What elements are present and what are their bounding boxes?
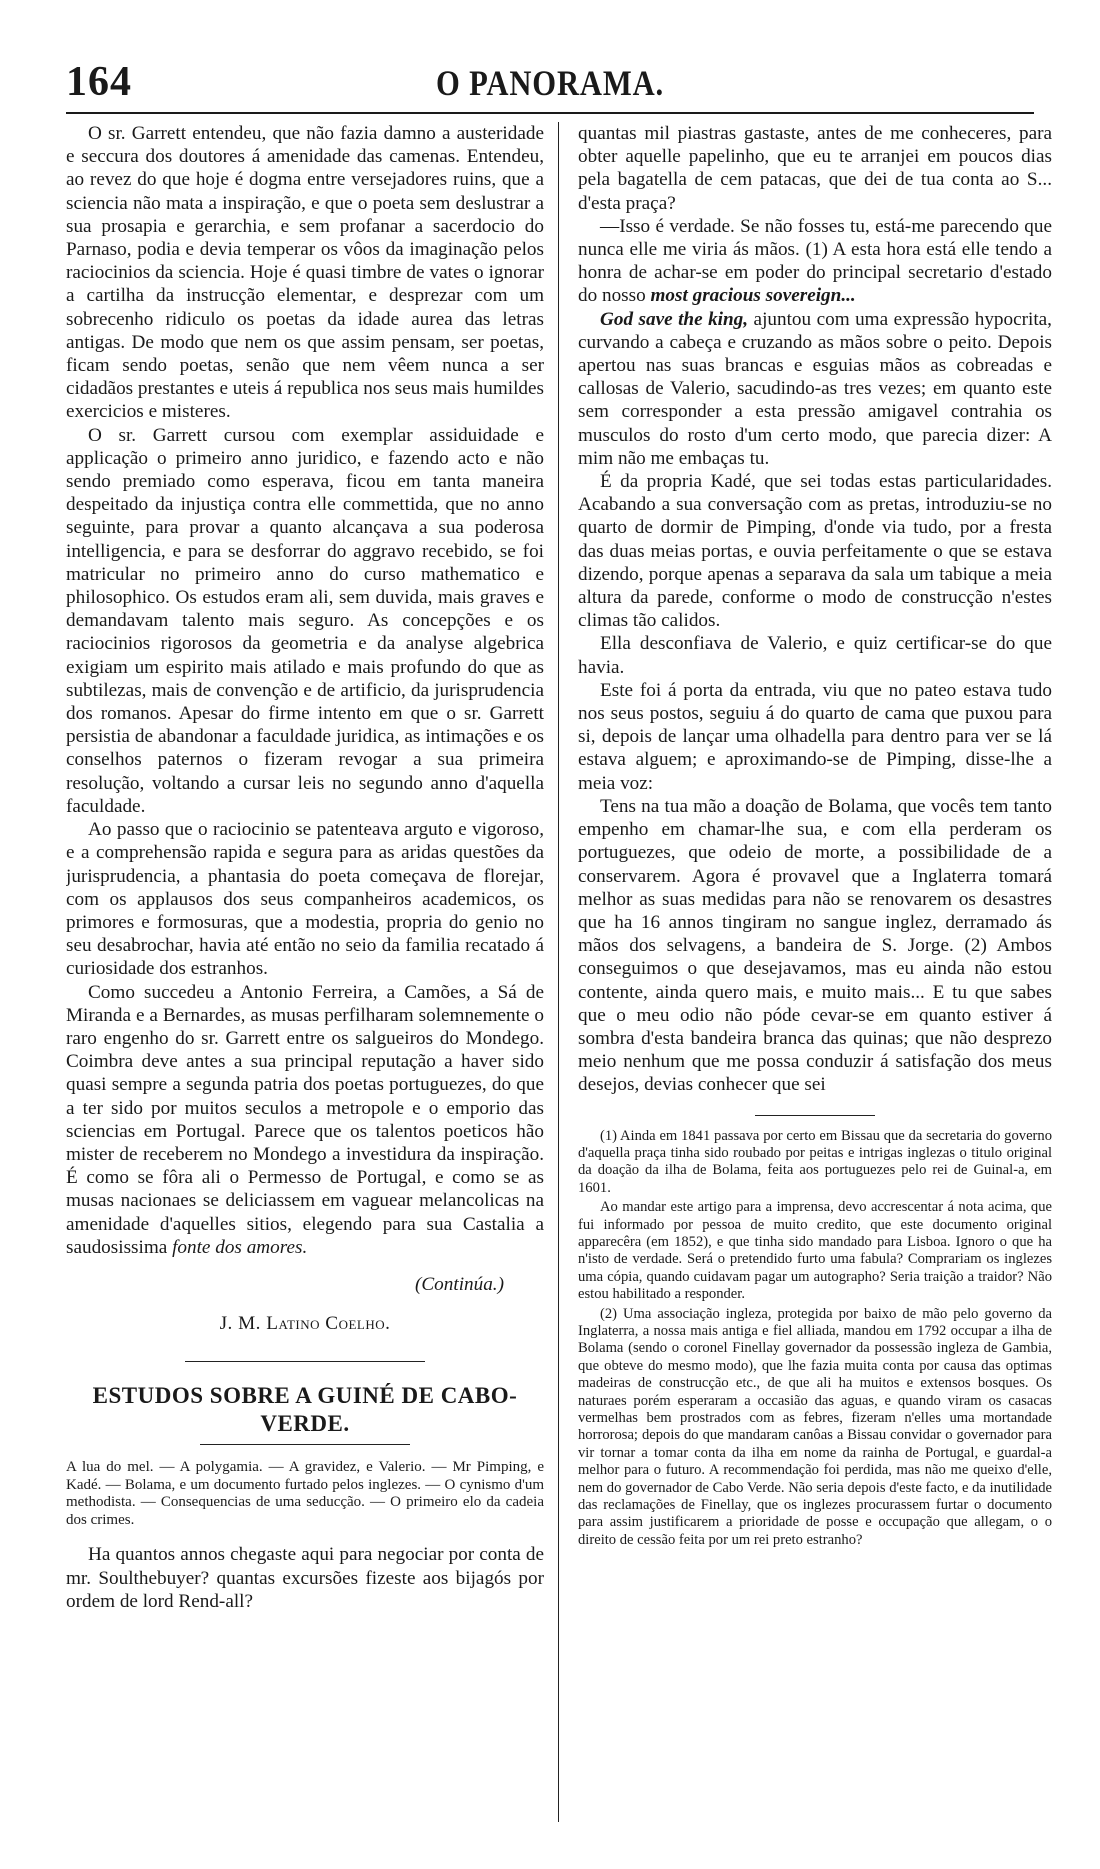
footnote: Ao mandar este artigo para a imprensa, devo accrescentar á nota acima, que fui informado por pessoa de muito credito, que este documento original apparecêra (em 1852), e que tinha sido mandado para Lisboa. Ignoro o que ha n'isto de verdade. Será o pretendido furto uma fabula? Comprariam os inglezes uma cópia, quando cuidavam pagar um autographo? Seria traição a traidor? Não estou habilitado a responder. (578, 1199, 1052, 1303)
paragraph (578, 215, 1052, 308)
paragraph: Este foi á porta da entrada, viu que no pateo estava tudo nos seus postos, seguiu á do quarto de cama que puxou para si, depois de lançar uma olhadella para dentro para ver se lá estava alguem; e aproximando-se de Pimping, disse-lhe a meia voz: (578, 679, 1052, 794)
page-header (66, 56, 1034, 114)
paragraph-text: Como succedeu a Antonio Ferreira, a Camões, a Sá de Miranda e a Bernardes, as musas perfilharam solemnemente o raro engenho do sr. Garrett entre os salgueiros do Mondego. Coimbra deve antes a sua principal reputação a haver sido quasi sempre a segunda patria dos poetas portuguezes, do que a ter sido por muitos seculos a metropole e o emporio das sciencias em Portugal. Parece que os talentos poeticos hão mister de receberem no Mondego a investidura da inspiração. É como se fôra ali o Permesso de Portugal, e como se as musas nacionaes se deliciassem em vaguear melancolicas na amenidade d'aquelles sitios, elegendo para sua Castalia a saudosissima (66, 981, 544, 1258)
article-title (66, 1382, 544, 1445)
paragraph: O sr. Garrett cursou com exemplar assiduidade e applicação o primeiro anno juridico, e fazendo acto e não sendo premiado como esperava, ficou em tanta maneira despeitado da injustiça contra elle commettida, que no anno seguinte, para provar a quanto alcançava a sua poderosa intelligencia, e para se desforrar do aggravo recebido, se foi matricular no primeiro anno do curso mathematico e philosophico. Os estudos eram ali, sem duvida, mais graves e demandavam talento mais seguro. As concepções e os raciocinios rigorosos da geometria e da analyse algebrica exigiam um espirito mais atilado e mais profundo do que as subtilezas, mais de convenção e de artificio, da jurisprudencia dos romanos. Apesar do firme intento em que o sr. Garrett persistia de abandonar a faculdade juridica, as intimações e os conselhos paternos o fizeram revogar a sua primeira resolução, voltando a cursar leis no segundo anno d'aquella faculdade. (66, 424, 544, 817)
running-title: O PANORAMA. (435, 63, 665, 103)
footnote: (1) Ainda em 1841 passava por certo em Bissau que da secretaria do governo d'aquella praça tinha sido roubado por peitas e intrigas inglezas o titulo original da doação da ilha de Bolama, feita aos portuguezes pelo rei de Guinal-a, em 1601. (578, 1127, 1052, 1196)
paragraph (578, 308, 1052, 470)
title-underline (200, 1444, 410, 1445)
italic-phrase: fonte dos amores. (172, 1236, 308, 1258)
article-title-text: ESTUDOS SOBRE A GUINÉ DE CABO-VERDE. (92, 1383, 518, 1437)
italic-phrase: God save the king, (600, 308, 749, 330)
article-separator (185, 1361, 425, 1362)
continua-note: (Continúa.) (414, 1273, 504, 1295)
footnotes-separator (755, 1115, 875, 1116)
column-divider (558, 122, 559, 1822)
footnote: (2) Uma associação ingleza, protegida por baixo de mão pelo governo da Inglaterra, a nossa mais antiga e fiel alliada, mandou em 1792 occupar a ilha de Bolama (sendo o coronel Finellay governador da possessão ingleza de Gambia, que obteve do mesmo modo), que lhe fazia muita conta por causa das optimas madeiras de construcção etc., de que ali ha muitos e extensos bosques. Os naturaes porém esperaram a occasião das aguas, e quando viram os casacas vermelhas bem prostrados com as febres, fizeram n'elles uma mortandade horrorosa; depois do que mandaram canôas a Bissau convidar o governador para vir tornar a tomar conta da ilha em nome da rainha de Portugal, e guardal-a melhor para o futuro. A recommendação foi perdida, mas não me queixo d'elle, nem do governador de Cabo Verde. Não seria depois d'este facto, e da inutilidade das reclamações de Finellay, que os inglezes procurassem furtar o documento para assim justificarem a prioridade de posse e occupação que allegam, o o direito de cessão feita por um rei preto estranho? (578, 1305, 1052, 1548)
paragraph: Ella desconfiava de Valerio, e quiz certificar-se do que havia. (578, 633, 1052, 678)
paragraph-text: ajuntou com uma expressão hypocrita, curvando a cabeça e cruzando as mãos sobre o peito. Depois apertou nas suas brancas e esguias mãos as cobreadas e callosas de Valerio, sacudindo-as tres vezes; em quanto este sem corresponder a esta pressão amigavel contrahia os musculos do rosto d'um certo modo, que parecia dizer: A mim não me embaças tu. (578, 308, 1052, 469)
paragraph-text: —Isso é verdade. Se não fosses tu, está-me parecendo que nunca elle me viria ás mãos. (1) A esta hora está elle tendo a honra de achar-se em poder do principal secretario d'estado do nosso (578, 215, 1052, 307)
paragraph: Ha quantos annos chegaste aqui para negociar por conta de mr. Soulthebuyer? quantas excursões fizeste aos bijagós por ordem de lord Rend-all? (66, 1544, 544, 1612)
article-summary: A lua do mel. — A polygamia. — A gravidez, e Valerio. — Mr Pimping, e Kadé. — Bolama, e um documento furtado pelos inglezes. — O cynismo d'um methodista. — Consequencias de uma seducção. — O primeiro elo da cadeia dos crimes. (66, 1459, 544, 1528)
italic-phrase: most gracious sovereign... (650, 285, 856, 307)
paragraph: Tens na tua mão a doação de Bolama, que vocês tem tanto empenho em chamar-lhe sua, e com ella perderam os portuguezes, que odeio de morte, a possibilidade de a conservarem. Agora é provavel que a Inglaterra tomará melhor as suas medidas para não se renovarem os desastres que ha 16 annos tingiram no sangue inglez, derramado ás mãos dos selvagens, a bandeira de S. Jorge. (2) Ambos conseguimos o que desejavamos, mas eu ainda não estou contente, ainda quero mais, e muito mais... E tu que sabes que o meu odio não póde cevar-se em quanto estiver á sombra d'esta bandeira branca das quinas; que não desprezo meio nenhum que me possa conduzir á satisfação dos meus desejos, devias conhecer que sei (578, 795, 1052, 1096)
author-name: Latino Coelho. (266, 1313, 391, 1335)
page-number: 164 (66, 59, 132, 105)
author-initials: J. M. (219, 1313, 261, 1335)
paragraph (66, 981, 544, 1259)
author-signature (66, 1312, 544, 1335)
paragraph: Ao passo que o raciocinio se patenteava arguto e vigoroso, e a comprehensão rapida e segura para as aridas questões da jurisprudencia, a phantasia do poeta começava de florejar, com os applausos dos seus companheiros academicos, os primores e formosuras, que a modestia, propria do genio no seu desabrochar, havia até então no seio da familia recatado á curiosidade dos estranhos. (66, 819, 544, 980)
paragraph: O sr. Garrett entendeu, que não fazia damno a austeridade e seccura dos doutores á amenidade das camenas. Entendeu, ao revez do que hoje é dogma entre versejadores ruins, que a sciencia não mata a inspiração, e que o poeta sem deslustrar a sua prosapia e gerarchia, e sem profanar a sacerdocio do Parnaso, podia e devia temperar os vôos da imaginação pelos raciocinios da sciencia. Hoje é quasi timbre de vates o ignorar a cartilha da instrucção elementar, e desprezar com um sobrecenho ridiculo os poetas da idade aurea das letras antigas. De modo que nem os que assim pensam, ser poetas, ficam sendo poetas, senão que nem vêem nunca a ser cidadãos prestantes e uteis á republica nos seus mais humildes exercicios e misteres. (66, 123, 544, 423)
paragraph: É da propria Kadé, que sei todas estas particularidades. Acabando a sua conversação com as pretas, introduziu-se no quarto de dormir de Pimping, d'onde via tudo, por a fresta das duas meias portas, e ouvia perfeitamente o que se estava dizendo, porque apenas a separava da sala um tabique a meia altura da parede, conforme o modo de construcção n'estes climas tão calidos. (578, 471, 1052, 632)
paragraph: quantas mil piastras gastaste, antes de me conheceres, para obter aquelle papelinho, que eu te arranjei em poucos dias pela bagatella de cem patacas, que dei de tua conta ao S... d'esta praça? (578, 123, 1052, 214)
left-column (66, 122, 544, 1859)
right-column (578, 122, 1052, 1859)
